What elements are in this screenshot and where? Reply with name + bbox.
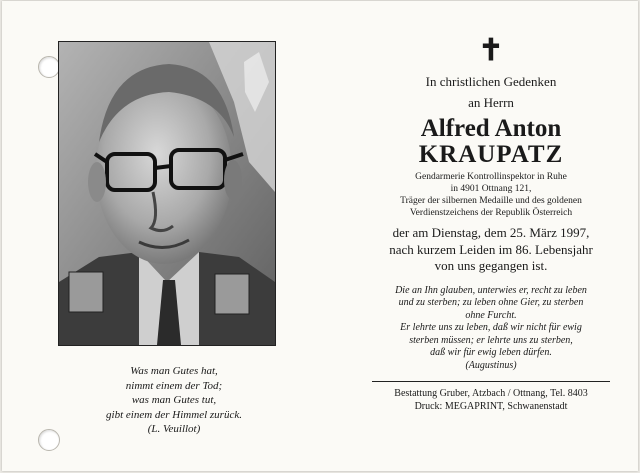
left-quote-author: (L. Veuillot) (147, 423, 201, 435)
punch-hole-bottom (38, 429, 60, 451)
right-quote (366, 285, 616, 373)
right-quote-line: Die an Ihn glauben, unterwies er, recht zu leben (395, 284, 587, 296)
deceased-last-name: KRAUPATZ (418, 141, 564, 168)
death-line: von uns gegangen ist. (434, 258, 548, 273)
title-line: Träger der silbernen Medaille und des goldenen (400, 196, 582, 206)
footer-credits (366, 387, 616, 413)
right-quote-author: (Augustinus) (465, 359, 517, 371)
left-quote-line: gibt einem der Himmel zurück. (106, 408, 242, 421)
death-notice (366, 225, 616, 275)
deceased-titles (366, 171, 616, 219)
right-quote-line: ohne Furcht. (465, 309, 517, 321)
left-quote-line: was man Gutes tut, (131, 394, 217, 406)
memorial-card (2, 1, 638, 471)
title-line: in 4901 Ottnang 121, (450, 184, 532, 194)
divider (372, 381, 610, 382)
right-quote-line: und zu sterben; zu leben ohne Gier, zu sterben (398, 297, 584, 308)
punch-hole-top (38, 56, 60, 78)
portrait-photo (58, 41, 276, 346)
death-line: der am Dienstag, dem 25. März 1997, (392, 225, 590, 240)
title-line: Verdienstzeichens der Republik Österreich (409, 208, 573, 218)
footer-line: Bestattung Gruber, Atzbach / Ottnang, Tel. 8403 (394, 388, 588, 399)
intro-line: In christlichen Gedenken (425, 74, 557, 89)
left-quote-line: Was man Gutes hat, (130, 365, 218, 377)
right-quote-line: sterben müssen; er lehrte uns zu sterben, (409, 334, 573, 346)
left-quote (82, 364, 266, 437)
left-quote-line: nimmt einem der Tod; (125, 379, 223, 392)
right-quote-line: Er lehrte uns zu leben, daß wir nicht für ewig (400, 322, 582, 333)
deceased-first-name: Alfred Anton (420, 115, 562, 142)
memorial-text (366, 35, 616, 413)
footer-line: Druck: MEGAPRINT, Schwanenstadt (414, 401, 568, 412)
cross-icon: ✝ (478, 34, 504, 67)
title-line: Gendarmerie Kontrollinspektor in Ruhe (415, 172, 567, 182)
intro-line: an Herrn (468, 95, 514, 110)
death-line: nach kurzem Leiden im 86. Lebensjahr (389, 241, 593, 257)
right-quote-line: daß wir für ewig leben dürfen. (430, 347, 552, 358)
